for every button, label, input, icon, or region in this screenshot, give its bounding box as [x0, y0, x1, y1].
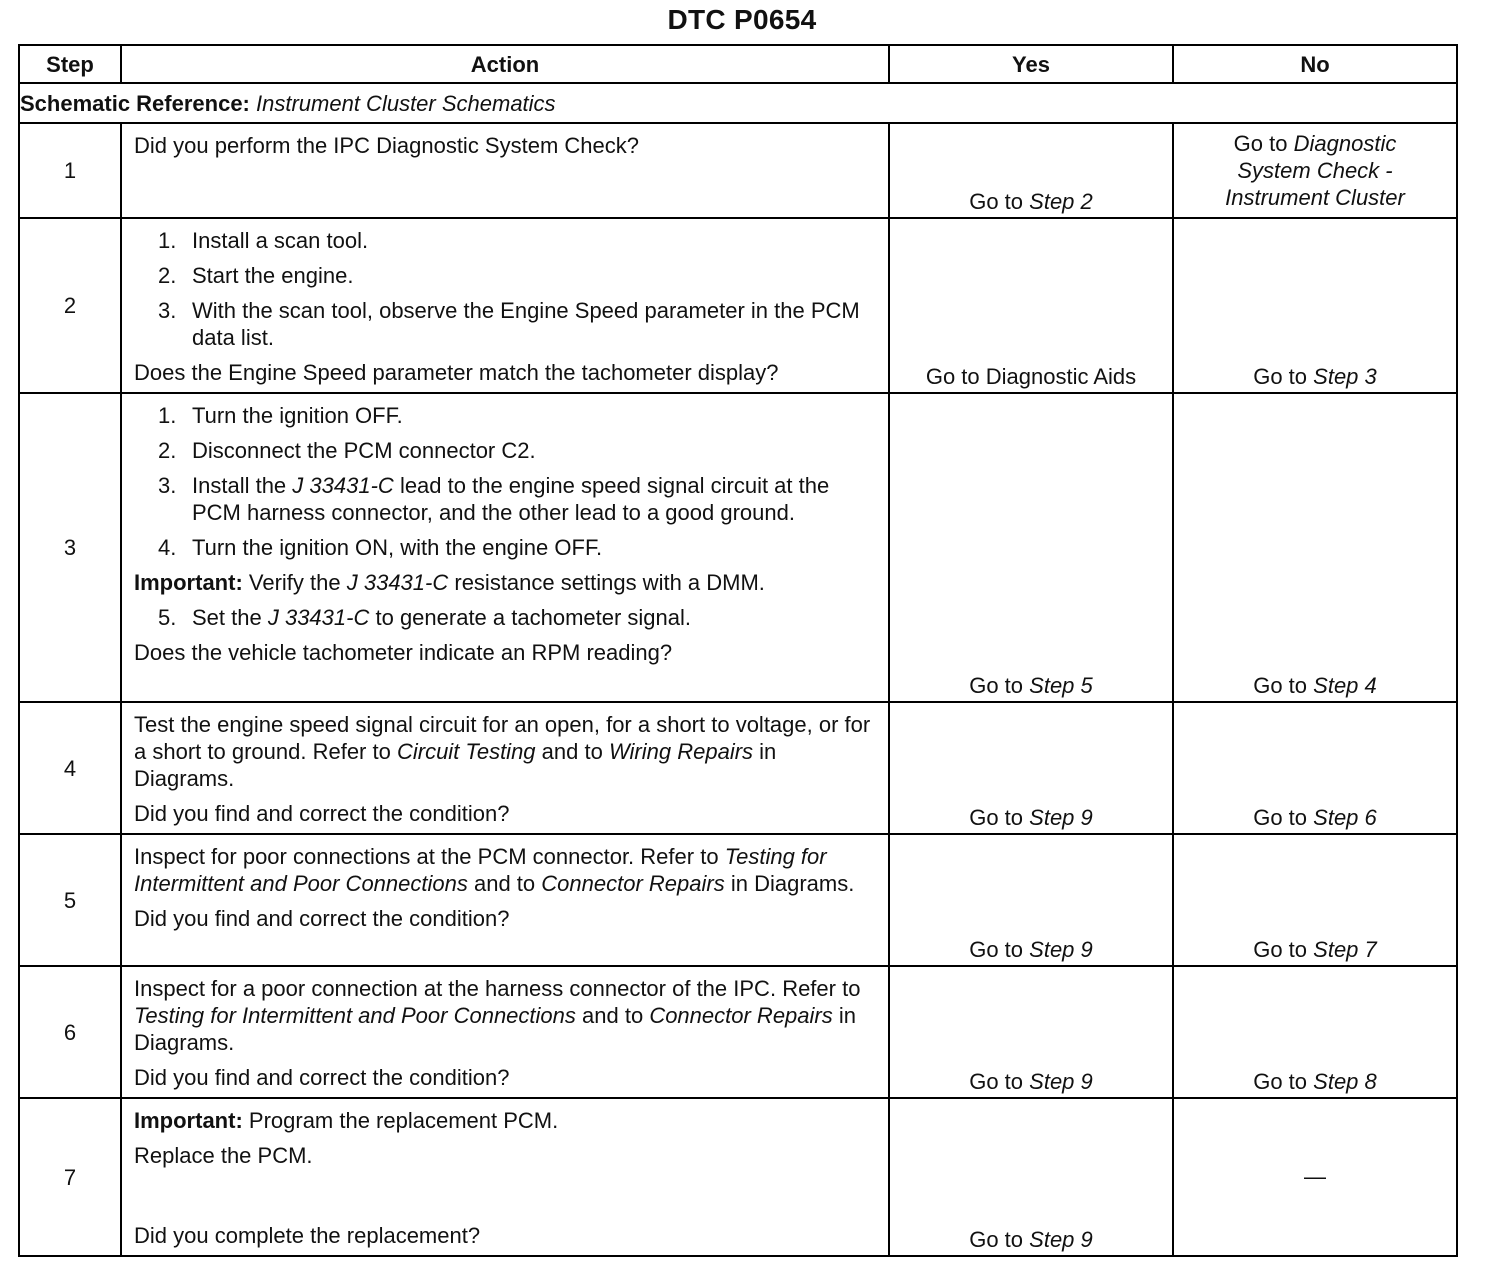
instruction-list	[134, 227, 878, 351]
important-note: Important: Program the replacement PCM.	[134, 1108, 559, 1133]
go-to-label: Go to	[969, 1069, 1024, 1094]
header-action: Action	[121, 45, 889, 83]
yes-cell	[889, 123, 1173, 218]
list-item: 3. Install the J 33431-C lead to the engine speed signal circuit at the PCM harness connector, and the other lead to a good ground.	[158, 473, 830, 525]
list-item: 1. Install a scan tool.	[158, 228, 369, 253]
yes-cell	[889, 393, 1173, 702]
question-text: Does the vehicle tachometer indicate an RPM reading?	[134, 640, 673, 665]
page-title: DTC P0654	[667, 4, 817, 35]
no-cell	[1173, 1098, 1457, 1256]
yes-cell	[889, 1098, 1173, 1256]
step-number: 6	[19, 966, 121, 1098]
no-step-link[interactable]: Step 4	[1313, 673, 1377, 698]
tool-reference: J 33431-C	[346, 570, 449, 595]
yes-cell	[889, 702, 1173, 834]
instruction-text: Inspect for a poor connection at the harness connector of the IPC. Refer to Testing for Intermittent and Poor Connections and to Connector Repairs in Diagrams.	[134, 976, 861, 1055]
step-number: 5	[19, 834, 121, 966]
go-to-label: Go to	[969, 189, 1024, 214]
no-link-line1[interactable]: Diagnostic	[1293, 131, 1397, 156]
question-text: Did you complete the replacement?	[134, 1223, 481, 1248]
step-number: 1	[19, 123, 121, 218]
no-step-link[interactable]: Step 7	[1313, 937, 1377, 962]
action-cell	[121, 834, 889, 966]
instruction-text: Replace the PCM.	[134, 1143, 313, 1168]
yes-step-link[interactable]: Step 5	[1029, 673, 1093, 698]
table-row	[19, 702, 1457, 834]
reference-link[interactable]: Connector Repairs	[649, 1003, 833, 1028]
table-row	[19, 393, 1457, 702]
table-row	[19, 834, 1457, 966]
table-row	[19, 123, 1457, 218]
no-link-line2[interactable]: System Check -	[1237, 158, 1393, 183]
step-number: 2	[19, 218, 121, 393]
go-to-label: Go to	[1253, 673, 1308, 698]
no-step-link[interactable]: Step 6	[1313, 805, 1377, 830]
dtc-table	[18, 44, 1458, 1257]
no-dash: —	[1304, 1163, 1326, 1189]
action-cell	[121, 393, 889, 702]
step-number: 7	[19, 1098, 121, 1256]
question-text: Did you perform the IPC Diagnostic System Check?	[134, 133, 639, 158]
go-to-label: Go to	[1253, 937, 1308, 962]
instruction-list	[134, 402, 878, 561]
yes-step-link[interactable]: Step 2	[1029, 189, 1093, 214]
schematic-reference-link[interactable]: Instrument Cluster Schematics	[256, 90, 556, 116]
reference-link[interactable]: Circuit Testing	[396, 739, 536, 764]
reference-link[interactable]: Testing for Intermittent and Poor Connections	[134, 1003, 576, 1028]
go-to-label: Go to	[1253, 1069, 1308, 1094]
yes-cell	[889, 834, 1173, 966]
schematic-reference	[19, 83, 1457, 123]
no-cell	[1173, 966, 1457, 1098]
no-step-link[interactable]: Step 8	[1313, 1069, 1377, 1094]
yes-link[interactable]: Go to Diagnostic Aids	[925, 364, 1137, 389]
header-yes: Yes	[889, 45, 1173, 83]
go-to-label: Go to	[969, 805, 1024, 830]
go-to-label: Go to	[969, 1227, 1024, 1252]
no-link-line3[interactable]: Instrument Cluster	[1225, 185, 1405, 210]
yes-step-link[interactable]: Step 9	[1029, 937, 1093, 962]
go-to-label: Go to	[969, 937, 1024, 962]
action-cell	[121, 1098, 889, 1256]
action-cell	[121, 966, 889, 1098]
list-item: 4. Turn the ignition ON, with the engine OFF.	[158, 535, 603, 560]
table-row	[19, 966, 1457, 1098]
header-no: No	[1173, 45, 1457, 83]
schematic-reference-row	[19, 83, 1457, 123]
action-cell	[121, 123, 889, 218]
important-note: Important: Verify the J 33431-C resistance settings with a DMM.	[134, 570, 765, 595]
list-item: 2. Disconnect the PCM connector C2.	[158, 438, 536, 463]
step-number: 3	[19, 393, 121, 702]
yes-step-link[interactable]: Step 9	[1029, 805, 1093, 830]
table-row	[19, 218, 1457, 393]
reference-link[interactable]: Connector Repairs	[541, 871, 725, 896]
action-cell	[121, 218, 889, 393]
no-cell	[1173, 834, 1457, 966]
tool-reference: J 33431-C	[267, 605, 370, 630]
go-to-label: Go to	[1253, 364, 1308, 389]
instruction-list	[134, 604, 878, 631]
yes-cell	[889, 218, 1173, 393]
no-cell	[1173, 123, 1457, 218]
list-item: 1. Turn the ignition OFF.	[158, 403, 403, 428]
header-step: Step	[19, 45, 121, 83]
yes-step-link[interactable]: Step 9	[1029, 1227, 1093, 1252]
tool-reference: J 33431-C	[292, 473, 394, 498]
list-item: 3. With the scan tool, observe the Engine Speed parameter in the PCM data list.	[158, 298, 860, 350]
question-text: Did you find and correct the condition?	[134, 1065, 510, 1090]
go-to-label: Go to	[1233, 131, 1288, 156]
no-cell	[1173, 702, 1457, 834]
yes-cell	[889, 966, 1173, 1098]
question-text: Did you find and correct the condition?	[134, 906, 510, 931]
header-row	[19, 45, 1457, 83]
question-text: Did you find and correct the condition?	[134, 801, 510, 826]
go-to-label: Go to	[969, 673, 1024, 698]
list-item: 5. Set the J 33431-C to generate a tachometer signal.	[158, 605, 692, 630]
instruction-text: Inspect for poor connections at the PCM connector. Refer to Testing for Intermittent and Poor Connections and to Connector Repairs in Diagrams.	[134, 844, 855, 896]
action-cell	[121, 702, 889, 834]
no-cell	[1173, 218, 1457, 393]
no-cell	[1173, 393, 1457, 702]
table-row	[19, 1098, 1457, 1256]
reference-link[interactable]: Wiring Repairs	[608, 739, 754, 764]
yes-step-link[interactable]: Step 9	[1029, 1069, 1093, 1094]
step-number: 4	[19, 702, 121, 834]
list-item: 2. Start the engine.	[158, 263, 354, 288]
instruction-text: Test the engine speed signal circuit for an open, for a short to voltage, or for a short to ground. Refer to Circuit Testing and to Wiring Repairs in Diagrams.	[134, 712, 871, 791]
go-to-label: Go to	[1253, 805, 1308, 830]
question-text: Does the Engine Speed parameter match the tachometer display?	[134, 360, 779, 385]
reference-link[interactable]: Testing for Intermittent and Poor Connections	[134, 844, 827, 896]
no-step-link[interactable]: Step 3	[1313, 364, 1377, 389]
schematic-reference-label: Schematic Reference:	[20, 90, 250, 116]
